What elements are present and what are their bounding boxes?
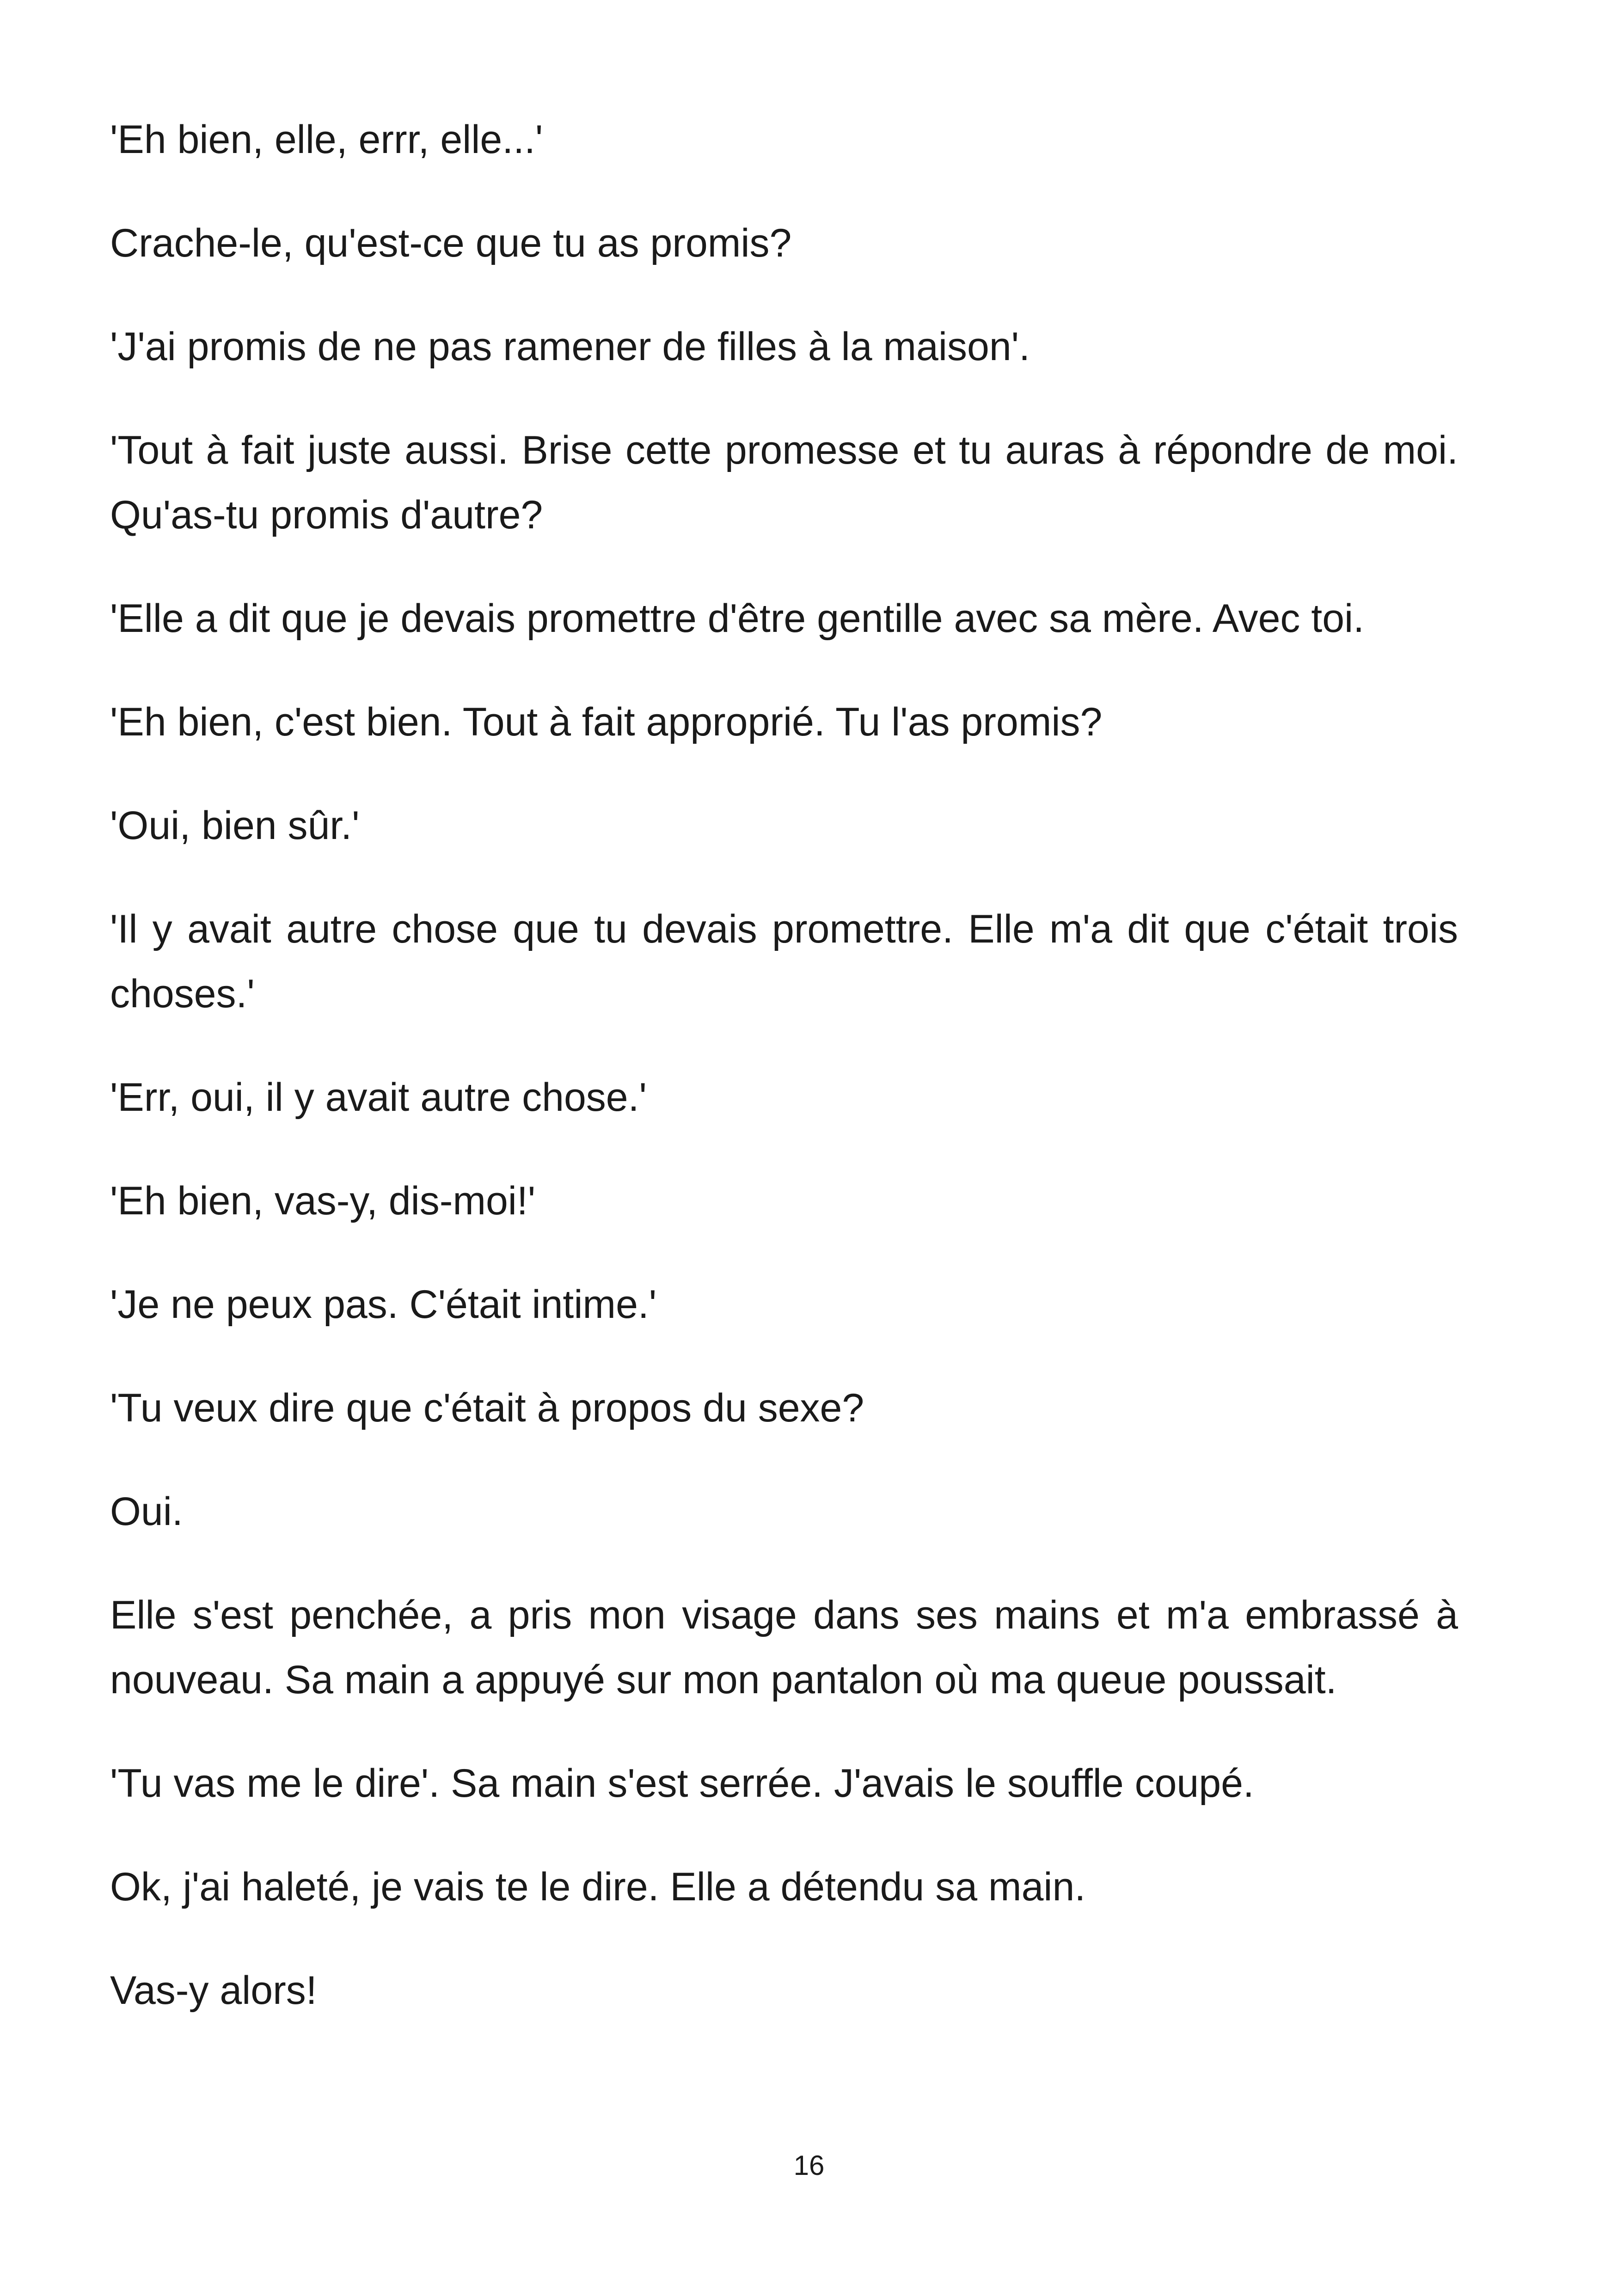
paragraph: Ok, j'ai haleté, je vais te le dire. Elle a détendu sa main. xyxy=(110,1865,1086,1909)
paragraph: 'Tu vas me le dire'. Sa main s'est serrée. J'avais le souffle coupé. xyxy=(110,1761,1254,1806)
body-text xyxy=(110,107,1458,2062)
paragraph: 'Eh bien, vas-y, dis-moi!' xyxy=(110,1179,536,1223)
paragraph: 'Tu veux dire que c'était à propos du sexe? xyxy=(110,1386,864,1430)
page-number: 16 xyxy=(793,2150,825,2181)
paragraph: 'Oui, bien sûr.' xyxy=(110,803,360,848)
paragraph: 'Eh bien, elle, errr, elle...' xyxy=(110,117,543,162)
paragraph: Oui. xyxy=(110,1489,183,1534)
paragraph: 'Eh bien, c'est bien. Tout à fait approprié. Tu l'as promis? xyxy=(110,700,1103,744)
paragraph: 'J'ai promis de ne pas ramener de filles à la maison'. xyxy=(110,325,1030,369)
paragraph: 'Je ne peux pas. C'était intime.' xyxy=(110,1282,657,1327)
paragraph: Crache-le, qu'est-ce que tu as promis? xyxy=(110,221,792,265)
paragraph: 'Tout à fait juste aussi. Brise cette promesse et tu auras à répondre de moi. Qu'as-tu promis d'autre? xyxy=(110,428,1458,537)
paragraph: 'Il y avait autre chose que tu devais promettre. Elle m'a dit que c'était trois choses.' xyxy=(110,907,1458,1016)
paragraph: 'Err, oui, il y avait autre chose.' xyxy=(110,1075,647,1120)
paragraph: Vas-y alors! xyxy=(110,1968,317,2013)
paragraph: Elle s'est penchée, a pris mon visage dans ses mains et m'a embrassé à nouveau. Sa main a appuyé sur mon pantalon où ma queue poussait. xyxy=(110,1593,1458,1702)
paragraph: 'Elle a dit que je devais promettre d'être gentille avec sa mère. Avec toi. xyxy=(110,596,1365,641)
